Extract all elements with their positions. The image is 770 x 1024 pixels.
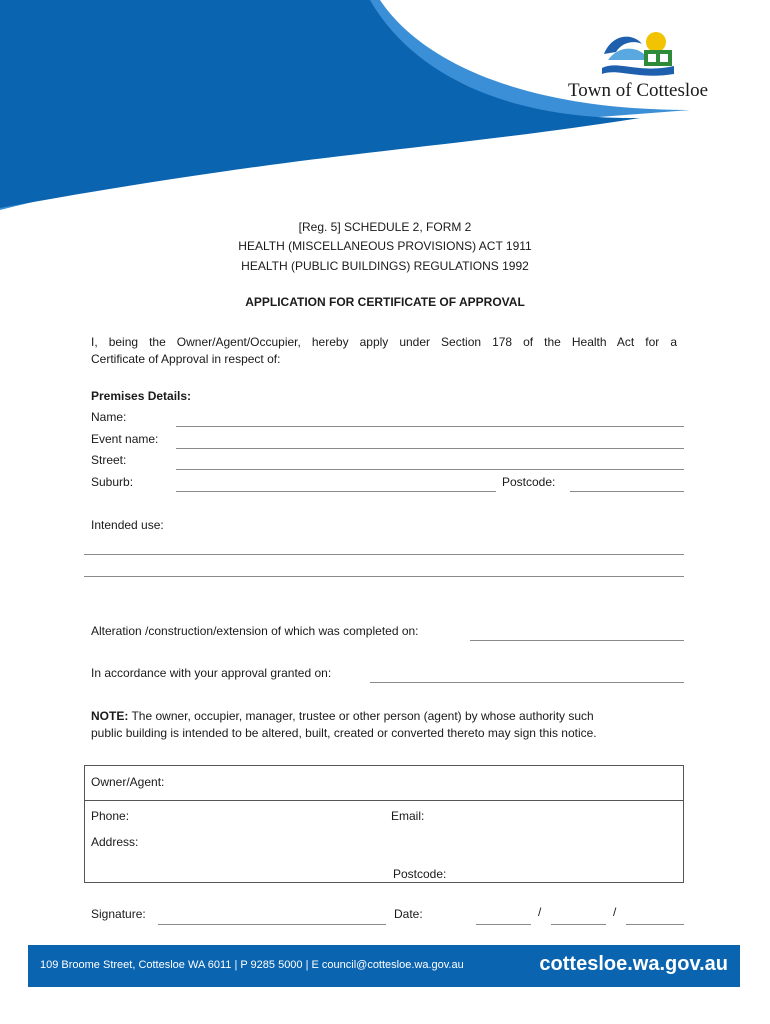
date-slash-1: / (538, 905, 542, 919)
date-year-field[interactable] (626, 924, 684, 925)
event-name-label: Event name: (91, 432, 159, 446)
regulation-ref: [Reg. 5] SCHEDULE 2, FORM 2 (298, 220, 472, 234)
street-field[interactable] (176, 469, 684, 470)
name-label: Name: (91, 410, 127, 424)
email-label: Email: (391, 809, 425, 823)
act-title: HEALTH (MISCELLANEOUS PROVISIONS) ACT 1911 (238, 239, 532, 253)
box-divider (85, 800, 683, 801)
suburb-label: Suburb: (91, 475, 134, 489)
approval-date-field[interactable] (370, 682, 684, 683)
note-prefix: NOTE: (91, 709, 129, 723)
suburb-field[interactable] (176, 491, 496, 492)
signature-label: Signature: (91, 907, 146, 921)
intended-use-field-2[interactable] (84, 576, 684, 577)
footer-bar (28, 945, 740, 987)
owner-agent-label: Owner/Agent: (91, 775, 165, 789)
intro-line-2: Certificate of Approval in respect of: (91, 352, 281, 366)
alteration-label: Alteration /construction/extension of which was completed on: (91, 624, 419, 638)
name-field[interactable] (176, 426, 684, 427)
form-title: APPLICATION FOR CERTIFICATE OF APPROVAL (245, 295, 525, 309)
premises-postcode-field[interactable] (570, 491, 684, 492)
date-label: Date: (394, 907, 423, 921)
logo-text: Town of Cottesloe (568, 80, 709, 101)
date-month-field[interactable] (551, 924, 606, 925)
date-slash-2: / (613, 905, 617, 919)
approval-label: In accordance with your approval granted on: (91, 666, 332, 680)
owner-postcode-label: Postcode: (393, 867, 447, 881)
logo-emblem-icon (598, 24, 678, 80)
regulations-title: HEALTH (PUBLIC BUILDINGS) REGULATIONS 1992 (241, 259, 529, 273)
address-label: Address: (91, 835, 139, 849)
owner-details-box (84, 765, 684, 883)
note-line-1 (91, 709, 594, 723)
premises-postcode-label: Postcode: (502, 475, 556, 489)
event-name-field[interactable] (176, 448, 684, 449)
date-day-field[interactable] (476, 924, 531, 925)
phone-label: Phone: (91, 809, 130, 823)
premises-heading: Premises Details: (91, 389, 192, 403)
intended-use-label: Intended use: (91, 518, 164, 532)
note-text-1: The owner, occupier, manager, trustee or other person (agent) by whose authority such (131, 709, 594, 723)
completion-date-field[interactable] (470, 640, 684, 641)
footer-contact: 109 Broome Street, Cottesloe WA 6011 | P 9285 5000 | E council@cottesloe.wa.gov.au (40, 959, 464, 971)
intro-line-1: I, being the Owner/Agent/Occupier, hereby apply under Section 178 of the Health Act for a (91, 335, 677, 349)
footer-website-link[interactable]: cottesloe.wa.gov.au (539, 953, 728, 975)
street-label: Street: (91, 453, 127, 467)
note-line-2: public building is intended to be altered, built, created or converted thereto may sign this notice. (91, 726, 597, 740)
intended-use-field-1[interactable] (84, 554, 684, 555)
signature-field[interactable] (158, 924, 386, 925)
town-logo (598, 24, 678, 80)
